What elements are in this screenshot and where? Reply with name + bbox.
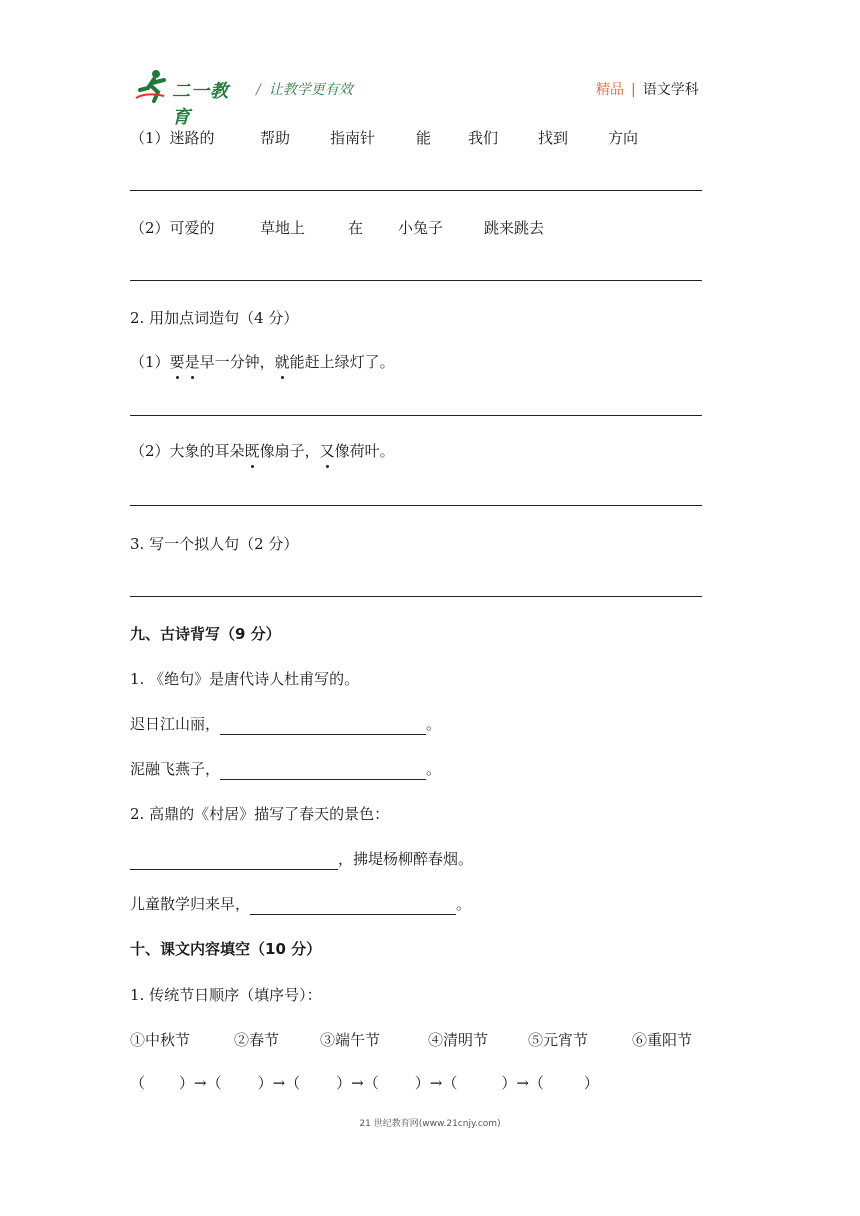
slogan-text: 让教学更有效 [268, 82, 353, 98]
bracket-arrow: ）→（ [501, 1074, 544, 1092]
poem-line-2 [130, 758, 441, 780]
logo-text: 二一教育 [172, 81, 229, 128]
word: （2）可爱的 [130, 219, 215, 237]
word: （1）迷路的 [130, 129, 215, 147]
festival-option: ⑤元宵节 [528, 1031, 589, 1049]
quality-tag: 精品 [596, 82, 624, 98]
festival-question: 1. 传统节日顺序（填序号）： [130, 986, 322, 1004]
poem-question-2: 2. 高鼎的《村居》描写了春天的景色： [130, 805, 390, 823]
period: 。 [456, 895, 472, 913]
poem-line-1 [130, 713, 441, 735]
sentence-text: 能赶上绿灯了。 [289, 353, 395, 371]
bracket-arrow: ）→（ [414, 1074, 458, 1092]
word: 方向 [608, 129, 639, 147]
poem-text: 泥融飞燕子， [130, 760, 221, 778]
fill-blank[interactable] [250, 896, 456, 915]
poem-line-4 [130, 893, 471, 915]
section-10-title: 十、课文内容填空（10 分） [130, 940, 322, 958]
word: 小兔子 [398, 219, 444, 237]
period: 。 [426, 760, 442, 778]
slogan: / 让教学更有效 [256, 82, 353, 98]
festival-order-answer[interactable] [130, 1072, 599, 1094]
answer-line[interactable] [130, 190, 702, 191]
sentence-text: 像荷叶。 [334, 442, 395, 460]
poem-text: 迟日江山丽， [130, 715, 221, 733]
festival-option: ②春节 [234, 1031, 280, 1049]
poem-text: ，拂堤杨柳醉春烟。 [338, 850, 474, 868]
fill-blank[interactable] [220, 761, 426, 780]
bracket: ） [583, 1074, 599, 1092]
bracket: （ [130, 1074, 146, 1092]
poem-line-3 [130, 848, 473, 870]
section-9-title: 九、古诗背写（9 分） [130, 625, 281, 643]
subject-tag [596, 79, 699, 99]
tag-separator: | [631, 82, 636, 98]
word: 能 [416, 129, 432, 147]
festival-option: ③端午节 [320, 1031, 381, 1049]
poem-text: 儿童散学归来早， [130, 895, 251, 913]
sentence-2 [130, 440, 395, 462]
dotted-word: 就 [274, 353, 290, 371]
word: 跳来跳去 [484, 219, 545, 237]
logo [134, 68, 244, 128]
bracket-arrow: ）→（ [336, 1074, 379, 1092]
sentence-prefix: （2）大象的耳朵 [130, 442, 245, 460]
sentence-text: 早一分钟， [199, 353, 275, 371]
question-3-title: 3. 写一个拟人句（2 分） [130, 535, 299, 553]
sentence-1 [130, 351, 395, 373]
sentence-prefix: （1） [130, 353, 170, 371]
dotted-word: 既 [244, 442, 260, 460]
festival-list [130, 1029, 692, 1051]
page-footer: 21 世纪教育网(www.21cnjy.com) [359, 1119, 501, 1129]
question-2-title: 2. 用加点词造句（4 分） [130, 309, 299, 327]
word: 在 [348, 219, 364, 237]
answer-line[interactable] [130, 415, 702, 416]
dotted-word: 要 [169, 353, 185, 371]
fill-blank[interactable] [220, 716, 426, 735]
answer-line[interactable] [130, 505, 702, 506]
festival-option: ⑥重阳节 [632, 1031, 693, 1049]
word: 帮助 [260, 129, 291, 147]
festival-option: ④清明节 [428, 1031, 489, 1049]
runner-logo-icon [134, 68, 174, 104]
festival-option: ①中秋节 [130, 1031, 191, 1049]
answer-line[interactable] [130, 596, 702, 597]
word: 找到 [538, 129, 569, 147]
bracket-arrow: ）→（ [257, 1074, 301, 1092]
answer-line[interactable] [130, 280, 702, 281]
dotted-word: 又 [319, 442, 335, 460]
bracket-arrow: ）→（ [179, 1074, 222, 1092]
period: 。 [426, 715, 442, 733]
word: 草地上 [260, 219, 306, 237]
fill-blank[interactable] [130, 851, 338, 870]
word: 我们 [468, 129, 499, 147]
page-header [0, 0, 860, 128]
poem-question-1: 1. 《绝句》是唐代诗人杜甫写的。 [130, 670, 360, 688]
subject-label: 语文学科 [642, 82, 699, 98]
word-order-item-2 [130, 217, 544, 239]
sentence-text: 像扇子， [259, 442, 320, 460]
dotted-word: 是 [184, 353, 200, 371]
word: 指南针 [330, 129, 376, 147]
word-order-item-1 [130, 127, 638, 149]
